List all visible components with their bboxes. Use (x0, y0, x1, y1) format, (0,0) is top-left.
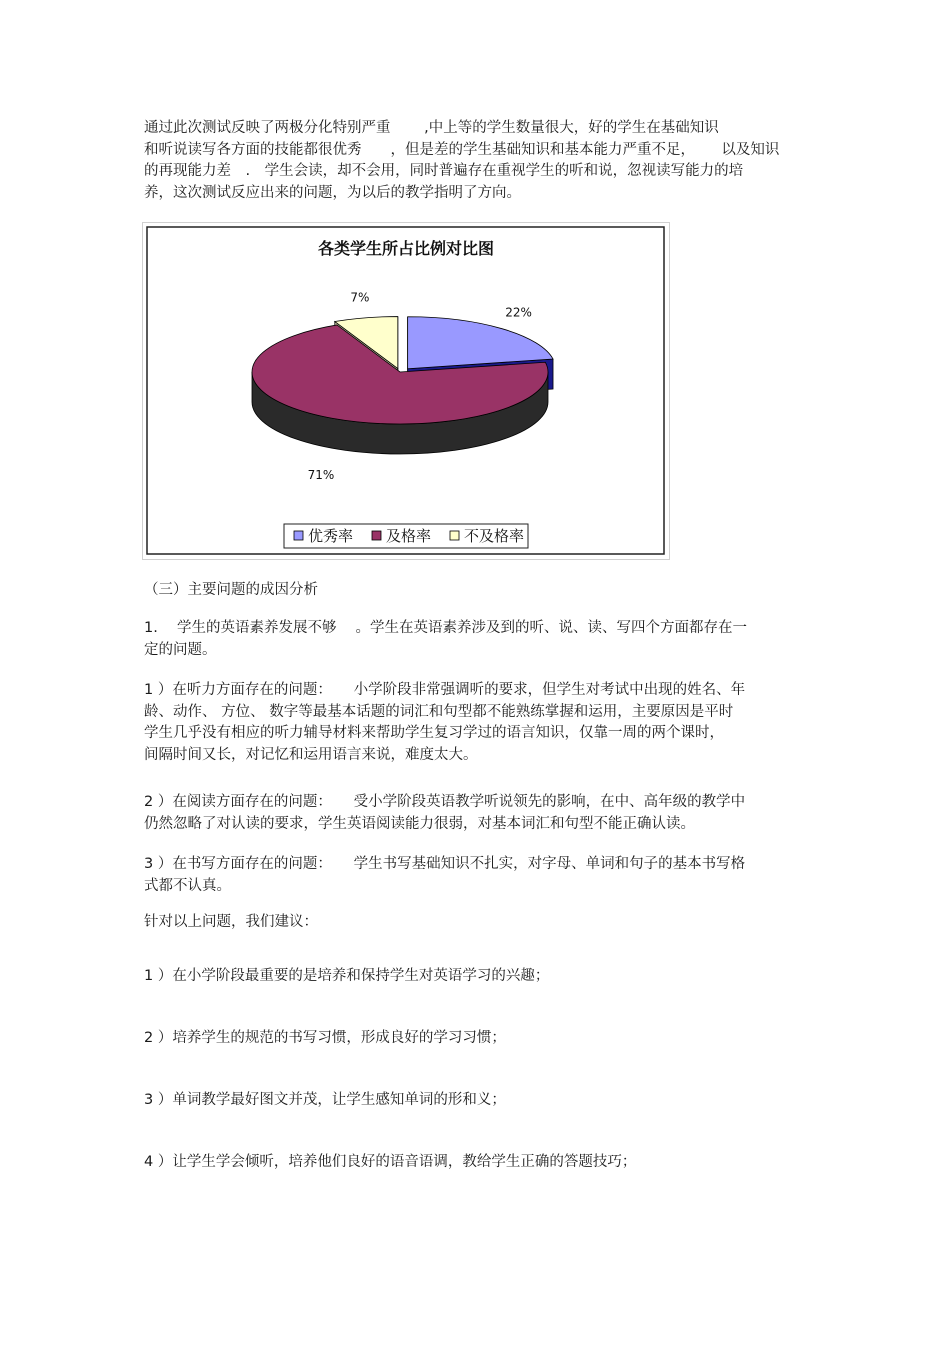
pie-data-label-2: 7% (350, 290, 370, 305)
pie-data-label-0: 22% (505, 305, 532, 320)
suggestion-item: 3 ）单词教学最好图文并茂，让学生感知单词的形和义； (144, 1092, 506, 1108)
reading-paragraph (144, 792, 784, 835)
intro-line: 和听说读写各方面的技能都很优秀 ，但是差的学生基础知识和基本能力严重不足， 以及知识 (144, 141, 780, 158)
suggestion-item: 4 ）让学生学会倾听，培养他们良好的语音语调，教给学生正确的答题技巧； (144, 1154, 637, 1170)
intro-line: 养，这次测试反应出来的问题，为以后的教学指明了方向。 (144, 184, 521, 201)
intro-paragraph (144, 118, 784, 204)
legend-swatch-2 (450, 531, 459, 540)
intro-line: 通过此次测试反映了两极分化特别严重 ,中上等的学生数量很大，好的学生在基础知识 (144, 120, 719, 136)
text-line: 仍然忽略了对认读的要求，学生英语阅读能力很弱，对基本词汇和句型不能正确认读。 (144, 815, 695, 832)
writing-paragraph (144, 854, 784, 897)
pie-data-label-1: 71% (307, 467, 335, 482)
suggestion-item: 1 ）在小学阶段最重要的是培养和保持学生对英语学习的兴趣； (144, 968, 550, 984)
text-line: 龄、动作、 方位、 数字等最基本话题的词汇和句型都不能熟练掌握和运用，主要原因是平时 (144, 703, 734, 720)
problem-1-paragraph (144, 618, 784, 661)
legend-label-2: 不及格率 (464, 527, 525, 545)
text-line: 1 ）在听力方面存在的问题： 小学阶段非常强调听的要求，但学生对考试中出现的姓名、年 (144, 682, 746, 698)
pie-chart-figure (142, 222, 670, 560)
chart-title: 各类学生所占比例对比图 (317, 239, 495, 258)
text-line: 间隔时间又长，对记忆和运用语言来说，难度太大。 (144, 746, 478, 763)
text-line: 式都不认真。 (144, 877, 231, 894)
legend-label-0: 优秀率 (308, 527, 354, 545)
legend-swatch-1 (372, 531, 381, 540)
intro-line: 的再现能力差 . 学生会读，却不会用，同时普遍存在重视学生的听和说，忽视读写能力的培 (144, 163, 744, 179)
text-line: 2 ）在阅读方面存在的问题： 受小学阶段英语教学听说领先的影响，在中、高年级的教学中 (144, 794, 746, 810)
legend-swatch-0 (294, 531, 303, 540)
pie-chart (142, 222, 670, 560)
listening-paragraph (144, 680, 784, 766)
suggestion-item: 2 ）培养学生的规范的书写习惯，形成良好的学习习惯； (144, 1030, 506, 1046)
text-line: 定的问题。 (144, 641, 217, 658)
suggestion-lead: 针对以上问题，我们建议： (144, 914, 318, 930)
legend-label-1: 及格率 (386, 527, 432, 545)
text-line: 3 ）在书写方面存在的问题： 学生书写基础知识不扎实，对字母、单词和句子的基本书写格 (144, 856, 746, 872)
legend-items (294, 527, 524, 545)
text-line: 1. 学生的英语素养发展不够 。学生在英语素养涉及到的听、说、读、写四个方面都存在一 (144, 620, 748, 636)
section-heading: （三）主要问题的成因分析 (144, 582, 318, 598)
text-line: 学生几乎没有相应的听力辅导材料来帮助学生复习学过的语言知识，仅靠一周的两个课时， (144, 725, 724, 741)
